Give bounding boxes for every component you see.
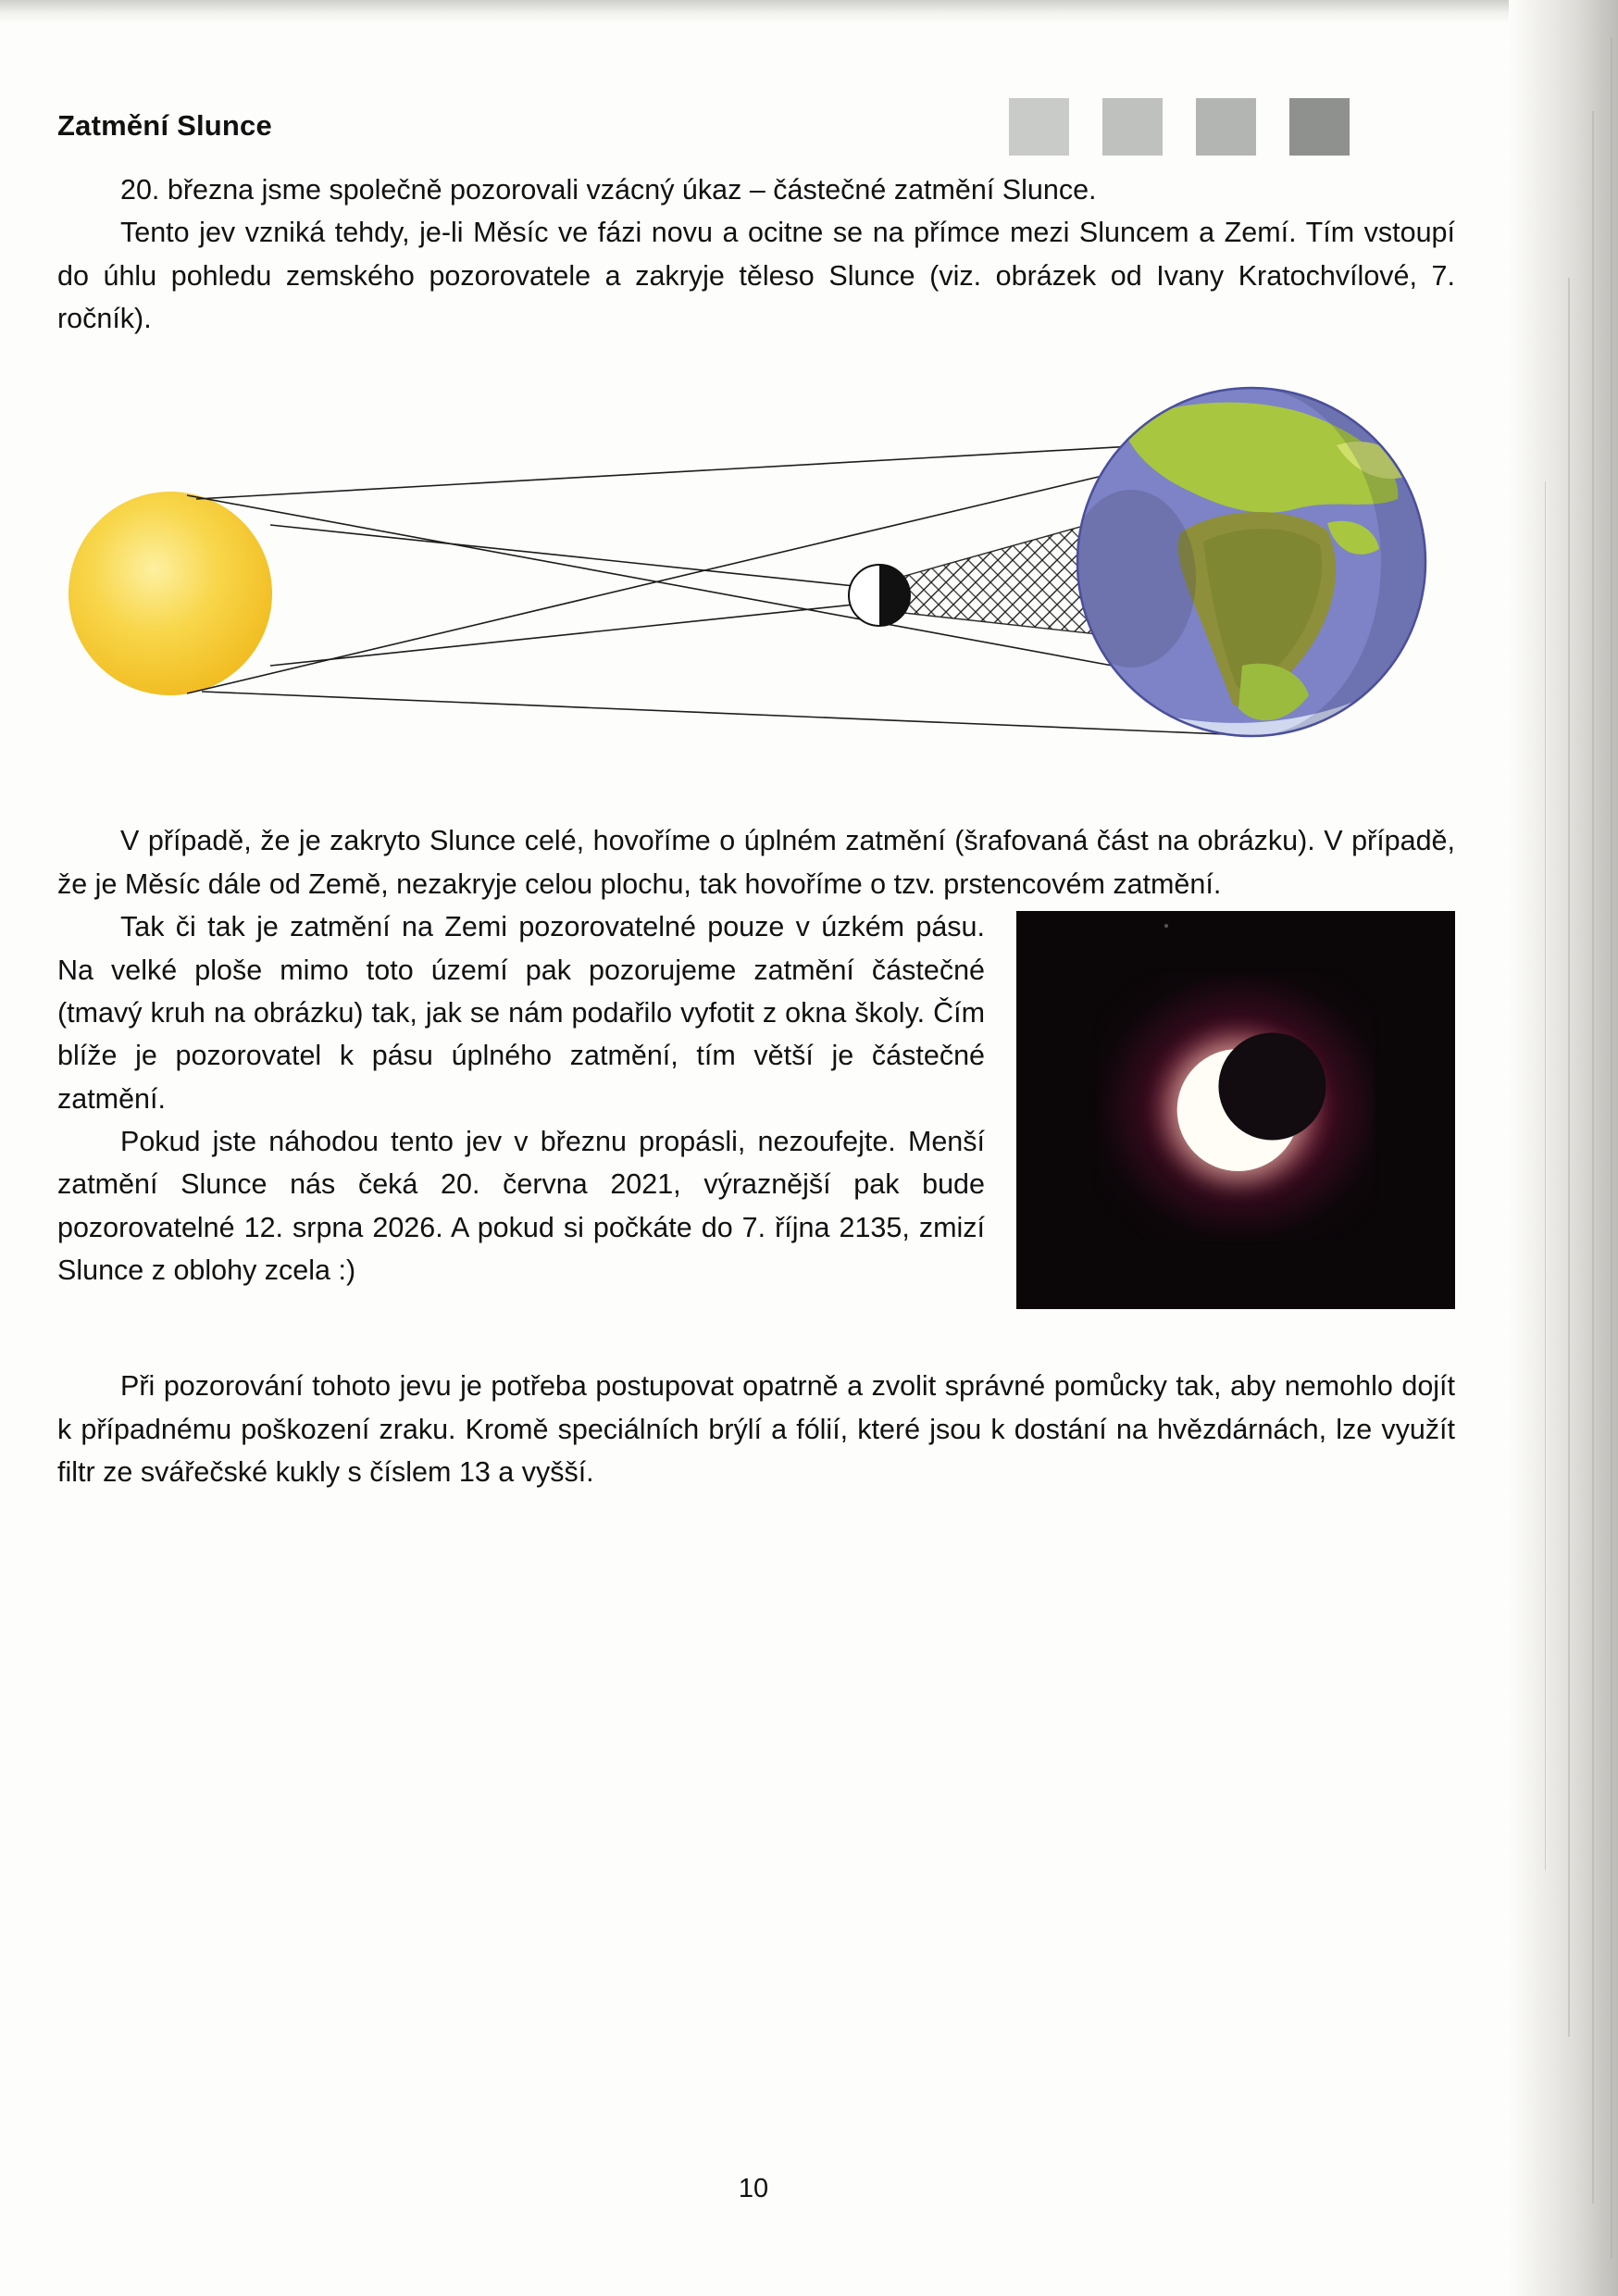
paragraph-3: V případě, že je zakryto Slunce celé, hovoříme o úplném zatmění (šrafovaná část na obrázku). V případě, že je Měsíc dále od Země, nezakryje celou plochu, tak hovoříme o tzv. prstencovém zatmění. [57,825,1455,900]
page-title: Zatmění Slunce [57,109,272,142]
moon-shape [849,565,910,626]
page-number-value: 10 [738,2174,769,2203]
eclipse-geometry-diagram [57,360,1455,795]
sun-shape [68,492,272,695]
partial-eclipse-photo [1016,911,1455,1309]
moon-disc [1218,1033,1326,1141]
article-body [57,109,1455,1493]
page-curl-shadow [1507,0,1618,2296]
paragraph-6: Při pozorování tohoto jevu je potřeba postupovat opatrně a zvolit správné pomůcky tak, aby nemohlo dojít k případnému poškození zraku. Kromě speciálních brýlí a fólií, které jsou k dostání na hvězdárnách, lze využít filtr ze svářečské kukly s číslem 13 a vyšší. [57,1370,1455,1488]
page-number [0,2174,1618,2204]
dust-speck [1164,924,1168,928]
scan-top-shadow [0,0,1618,24]
paragraph-4: Tak či tak je zatmění na Zemi pozorovatelné pouze v úzkém pásu. Na velké ploše mimo toto území pak pozorujeme zatmění částečné (tmavý kruh na obrázku) tak, jak se nám podařilo vyfotit z okna školy. Čím blíže je pozorovatel k pásu úplného zatmění, tím větší je částečné zatmění. [57,911,985,1115]
paragraph-5: Pokud jste náhodou tento jev v březnu propásli, nezoufejte. Menší zatmění Slunce nás čeká 20. června 2021, výraznější pak bude pozorovatelné 12. srpna 2026. A pokud si počkáte do 7. října 2135, zmizí Slunce z oblohy zcela :) [57,1125,985,1287]
paragraph-2: Tento jev vzniká tehdy, je-li Měsíc ve fázi novu a ocitne se na přímce mezi Sluncem a Zemí. Tím vstoupí do úhlu pohledu zemského pozorovatele a zakryje těleso Slunce (viz. obrázek od Ivany Kratochvílové, 7. ročník). [57,217,1455,335]
paragraph-1: 20. března jsme společně pozorovali vzácný úkaz – částečné zatmění Slunce. [120,174,1097,206]
photo-text-wrap [57,905,1455,1316]
earth-shape [1066,388,1425,736]
